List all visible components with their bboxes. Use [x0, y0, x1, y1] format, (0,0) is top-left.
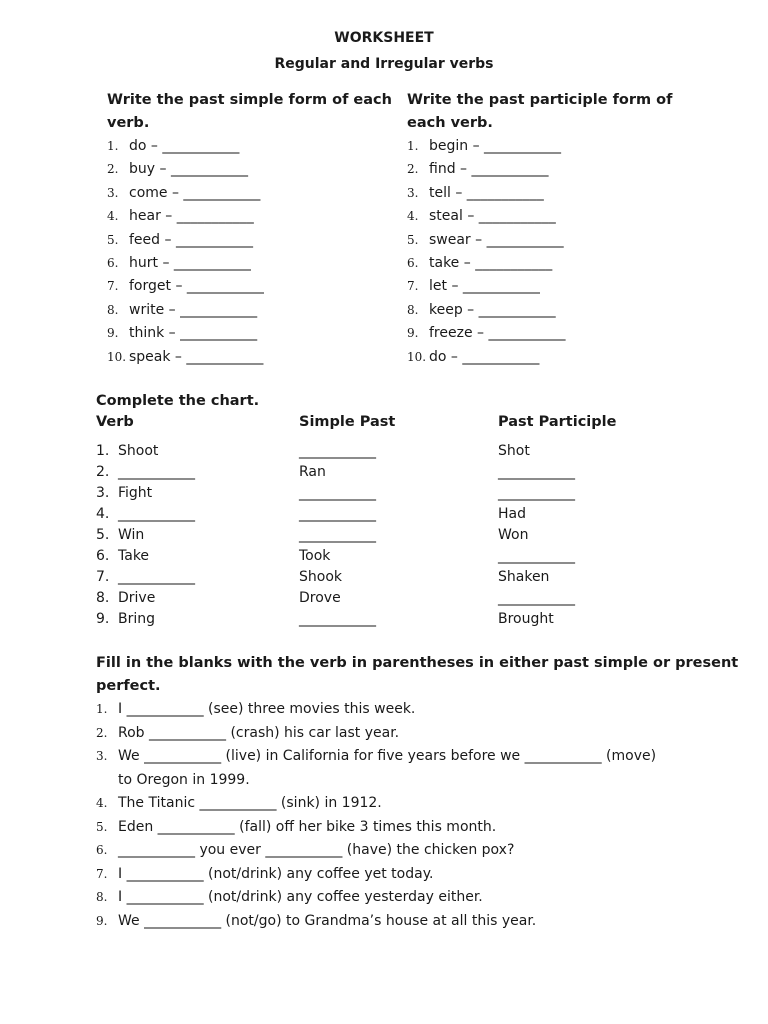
item-text: We ___________ (live) in California for five years before we ___________ (move) — [118, 748, 657, 764]
item-text: keep – ___________ — [429, 301, 556, 318]
list-item — [107, 346, 377, 369]
item-text: steal – ___________ — [429, 208, 556, 225]
verb-cell: Bring — [118, 611, 156, 627]
list-item — [407, 346, 707, 369]
list-item — [96, 698, 716, 722]
verb-cell: ___________ — [118, 569, 195, 585]
list-item — [96, 839, 716, 863]
past-participle-cell: Brought — [498, 611, 554, 627]
row-number: 5. — [96, 527, 110, 543]
item-number: 10. — [407, 349, 427, 364]
list-item — [96, 886, 716, 910]
item-text: ___________ you ever ___________ (have) the chicken pox? — [118, 842, 515, 858]
item-number: 9. — [107, 326, 119, 341]
item-number: 5. — [407, 232, 419, 247]
item-text: Eden ___________ (fall) off her bike 3 times this month. — [118, 818, 497, 835]
list-item — [107, 299, 377, 322]
heading-line: perfect. — [96, 678, 161, 694]
simple-past-cell: ___________ — [299, 506, 376, 522]
past-participle-cell: ___________ — [498, 464, 575, 480]
item-text: freeze – ___________ — [429, 325, 566, 342]
simple-past-cell: ___________ — [299, 443, 376, 459]
item-number: 9. — [96, 913, 108, 928]
chart-heading: Complete the chart. — [96, 393, 260, 409]
list-item — [407, 322, 707, 345]
simple-past-cell: Ran — [299, 464, 326, 480]
heading-line: each verb. — [407, 115, 493, 131]
item-number: 3. — [407, 185, 419, 200]
item-text: I ___________ (see) three movies this week. — [118, 701, 416, 717]
simple-past-cell: Drove — [299, 590, 341, 606]
item-number: 1. — [107, 139, 119, 153]
past-participle-cell: Won — [498, 527, 529, 543]
list-item — [407, 275, 707, 298]
verb-cell: Win — [118, 527, 145, 543]
item-number: 3. — [96, 749, 108, 763]
item-number: 4. — [96, 796, 108, 810]
list-item — [407, 158, 707, 181]
row-number: 7. — [96, 569, 110, 585]
chart-row — [96, 462, 696, 483]
item-text: Rob ___________ (crash) his car last year. — [118, 724, 400, 741]
verb-cell: ___________ — [118, 506, 195, 522]
item-text: swear – ___________ — [429, 231, 564, 248]
item-text: buy – ___________ — [129, 161, 248, 178]
list-item — [407, 229, 707, 252]
list-item — [107, 275, 377, 298]
list-item — [107, 158, 377, 181]
chart-col-verb: Verb — [96, 414, 134, 430]
simple-past-cell: ___________ — [299, 527, 376, 543]
past-participle-cell: Shaken — [498, 569, 550, 585]
chart-row — [96, 567, 696, 588]
chart-row — [96, 525, 696, 546]
chart-row — [96, 441, 696, 462]
list-item — [96, 792, 716, 816]
item-number: 1. — [96, 702, 108, 716]
verb-cell: Shoot — [118, 443, 159, 459]
item-text: hear – ___________ — [129, 208, 254, 225]
item-text: forget – ___________ — [129, 278, 264, 295]
section3-heading — [96, 652, 738, 698]
item-number: 6. — [107, 255, 119, 270]
item-text: The Titanic ___________ (sink) in 1912. — [118, 795, 382, 811]
heading-line: Write the past simple form of each — [107, 92, 392, 108]
list-item — [407, 205, 707, 228]
worksheet-subtitle: Regular and Irregular verbs — [274, 56, 494, 72]
item-text: do – ___________ — [129, 138, 240, 154]
item-text: I ___________ (not/drink) any coffee yet today. — [118, 865, 434, 882]
list-item — [107, 182, 377, 205]
heading-line: Write the past participle form of — [407, 92, 673, 108]
past-participle-cell: Had — [498, 506, 526, 522]
row-number: 8. — [96, 590, 110, 606]
item-text: do – ___________ — [429, 348, 540, 365]
chart-col-past-participle: Past Participle — [498, 414, 617, 430]
list-item — [107, 205, 377, 228]
simple-past-cell: Shook — [299, 569, 342, 585]
row-number: 6. — [96, 548, 110, 564]
item-number: 6. — [96, 843, 108, 857]
item-text: come – ___________ — [129, 184, 261, 201]
chart-col-simple-past: Simple Past — [299, 414, 396, 430]
past-participle-cell: ___________ — [498, 590, 575, 606]
row-number: 1. — [96, 443, 110, 459]
simple-past-cell: ___________ — [299, 611, 376, 627]
list-item — [407, 135, 707, 158]
item-number: 8. — [96, 890, 108, 904]
list-item — [96, 863, 716, 887]
verb-cell: Fight — [118, 485, 153, 501]
item-number: 7. — [96, 866, 108, 881]
list-item — [407, 299, 707, 322]
item-text: speak – ___________ — [129, 348, 264, 365]
item-text: find – ___________ — [429, 161, 549, 178]
heading-line: verb. — [107, 115, 150, 131]
past-simple-list — [107, 135, 377, 369]
simple-past-cell: ___________ — [299, 485, 376, 501]
item-text: feed – ___________ — [129, 231, 253, 248]
list-item — [96, 745, 716, 792]
item-number: 10. — [107, 349, 127, 364]
item-text: take – ___________ — [429, 254, 553, 271]
item-text: We ___________ (not/go) to Grandma’s house at all this year. — [118, 912, 537, 929]
item-number: 1. — [407, 139, 419, 153]
list-item — [96, 910, 716, 934]
item-text: write – ___________ — [129, 301, 258, 318]
chart-row — [96, 588, 696, 609]
item-number: 2. — [407, 162, 419, 177]
item-text-continued: to Oregon in 1999. — [118, 771, 250, 788]
item-number: 5. — [96, 819, 108, 834]
chart-row — [96, 609, 696, 630]
list-item — [107, 322, 377, 345]
item-number: 2. — [96, 725, 108, 740]
item-number: 5. — [107, 232, 119, 247]
row-number: 2. — [96, 464, 110, 480]
item-text: I ___________ (not/drink) any coffee yesterday either. — [118, 889, 483, 905]
list-item — [107, 252, 377, 275]
item-number: 8. — [107, 302, 119, 317]
past-participle-list — [407, 135, 707, 369]
section1-right-heading — [407, 89, 672, 135]
item-number: 2. — [107, 162, 119, 177]
item-number: 7. — [407, 279, 419, 294]
past-participle-cell: ___________ — [498, 548, 575, 564]
past-participle-cell: Shot — [498, 443, 530, 459]
row-number: 9. — [96, 611, 110, 627]
worksheet-title: WORKSHEET — [334, 30, 434, 46]
item-number: 4. — [407, 209, 419, 224]
verb-cell: ___________ — [118, 464, 195, 480]
item-text: let – ___________ — [429, 278, 540, 295]
item-text: hurt – ___________ — [129, 254, 251, 271]
item-number: 7. — [107, 279, 119, 294]
chart-row — [96, 546, 696, 567]
item-number: 9. — [407, 326, 419, 341]
item-number: 8. — [407, 302, 419, 317]
list-item — [407, 252, 707, 275]
fill-in-list — [96, 698, 716, 933]
item-number: 3. — [107, 185, 119, 200]
chart-row — [96, 504, 696, 525]
past-participle-cell: ___________ — [498, 485, 575, 501]
section1-left-heading — [107, 89, 392, 135]
list-item — [407, 182, 707, 205]
simple-past-cell: Took — [299, 548, 331, 564]
row-number: 4. — [96, 506, 110, 522]
chart-row — [96, 483, 696, 504]
item-text: begin – ___________ — [429, 138, 562, 154]
list-item — [96, 722, 716, 746]
item-number: 6. — [407, 255, 419, 270]
list-item — [96, 816, 716, 840]
item-number: 4. — [107, 209, 119, 224]
list-item — [107, 135, 377, 158]
item-text: tell – ___________ — [429, 184, 544, 201]
heading-line: Fill in the blanks with the verb in parentheses in either past simple or present — [96, 655, 739, 671]
list-item — [107, 229, 377, 252]
item-text: think – ___________ — [129, 325, 258, 342]
verb-cell: Drive — [118, 590, 156, 606]
row-number: 3. — [96, 485, 110, 501]
verb-cell: Take — [118, 548, 150, 564]
